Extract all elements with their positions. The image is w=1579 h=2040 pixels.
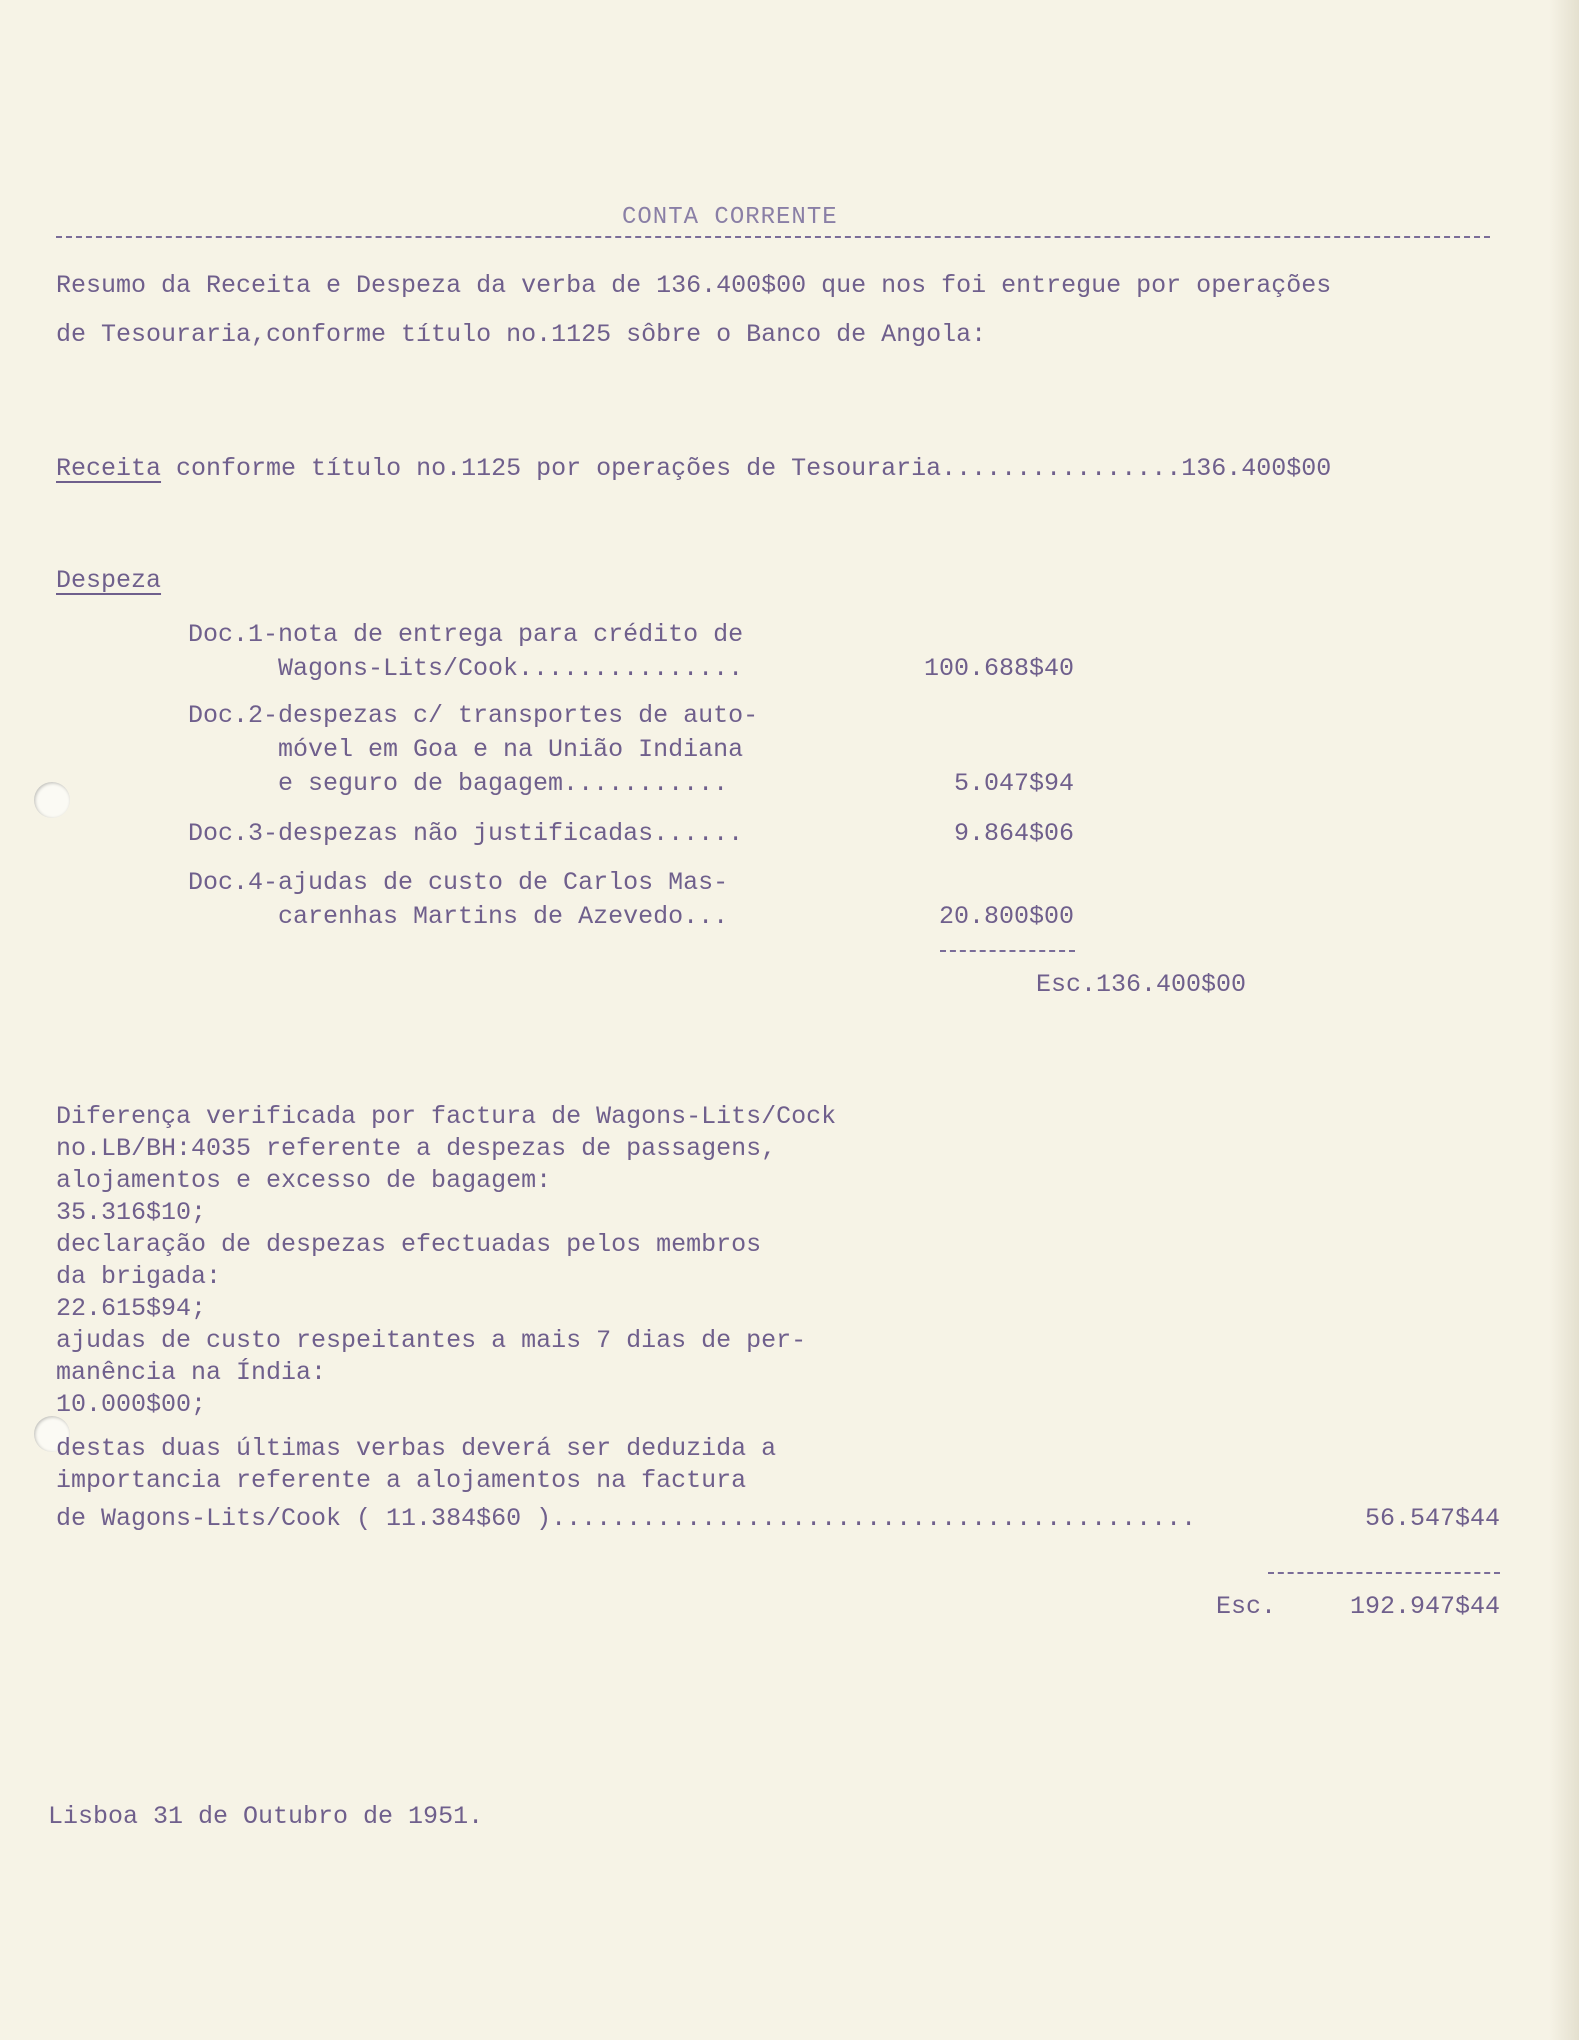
dif-line-8: ajudas de custo respeitantes a mais 7 dias de per-: [56, 1326, 807, 1355]
doc4-line-1: Doc.4-ajudas de custo de Carlos Mas-: [188, 868, 729, 897]
dif-line-11: destas duas últimas verbas deverá ser deduzida a: [56, 1434, 777, 1463]
doc1-line-2: Wagons-Lits/Cook...............: [188, 654, 744, 683]
grand-total-rule: [1268, 1572, 1500, 1574]
title-rule: [56, 236, 1490, 238]
dif-line-1: Diferença verificada por factura de Wagons-Lits/Cock: [56, 1102, 837, 1131]
grand-total-label: Esc.: [1216, 1592, 1277, 1621]
page-title: CONTA CORRENTE: [622, 204, 838, 231]
doc4-amount: 20.800$00: [938, 902, 1074, 931]
doc2-line-3: e seguro de bagagem...........: [188, 769, 729, 798]
despeza-heading: Despeza: [56, 566, 162, 595]
receita-text: conforme título no.1125 por operações de Tesouraria................136.400$00: [161, 454, 1332, 483]
dif-line-3: alojamentos e excesso de bagagem:: [56, 1166, 552, 1195]
punch-hole-top: [34, 782, 70, 818]
dif-line-5: declaração de despezas efectuadas pelos membros: [56, 1230, 762, 1259]
dif-line-6: da brigada:: [56, 1262, 222, 1291]
dif-line-12: importancia referente a alojamentos na factura: [56, 1466, 747, 1495]
intro-line-2: de Tesouraria,conforme título no.1125 sôbre o Banco de Angola:: [56, 320, 987, 349]
dif-line-7: 22.615$94;: [56, 1294, 207, 1323]
receita-line: [56, 456, 1331, 481]
paper-edge: [1549, 0, 1579, 2040]
date-line: Lisboa 31 de Outubro de 1951.: [48, 1802, 484, 1831]
doc2-line-2: móvel em Goa e na União Indiana: [188, 735, 744, 764]
dif-line-9: manência na Índia:: [56, 1358, 327, 1387]
dif-line-2: no.LB/BH:4035 referente a despezas de passagens,: [56, 1134, 777, 1163]
grand-total-amount: 192.947$44: [1349, 1592, 1500, 1621]
doc3-amount: 9.864$06: [953, 819, 1074, 848]
doc2-line-1: Doc.2-despezas c/ transportes de auto-: [188, 701, 759, 730]
doc1-amount: 100.688$40: [923, 654, 1074, 683]
dif-line-13: de Wagons-Lits/Cook ( 11.384$60 )...........................................: [56, 1504, 1197, 1533]
intro-line-1: Resumo da Receita e Despeza da verba de 136.400$00 que nos foi entregue por operações: [56, 271, 1332, 300]
dif-amount: 56.547$44: [1364, 1504, 1500, 1533]
despeza-sum-rule: [940, 950, 1075, 952]
dif-line-4: 35.316$10;: [56, 1198, 207, 1227]
doc2-amount: 5.047$94: [953, 769, 1074, 798]
doc3-line-1: Doc.3-despezas não justificadas......: [188, 819, 744, 848]
doc1-line-1: Doc.1-nota de entrega para crédito de: [188, 620, 744, 649]
dif-line-10: 10.000$00;: [56, 1390, 207, 1419]
receita-label: Receita: [56, 454, 162, 483]
despeza-total: Esc.136.400$00: [1036, 970, 1247, 999]
doc4-line-2: carenhas Martins de Azevedo...: [188, 902, 729, 931]
